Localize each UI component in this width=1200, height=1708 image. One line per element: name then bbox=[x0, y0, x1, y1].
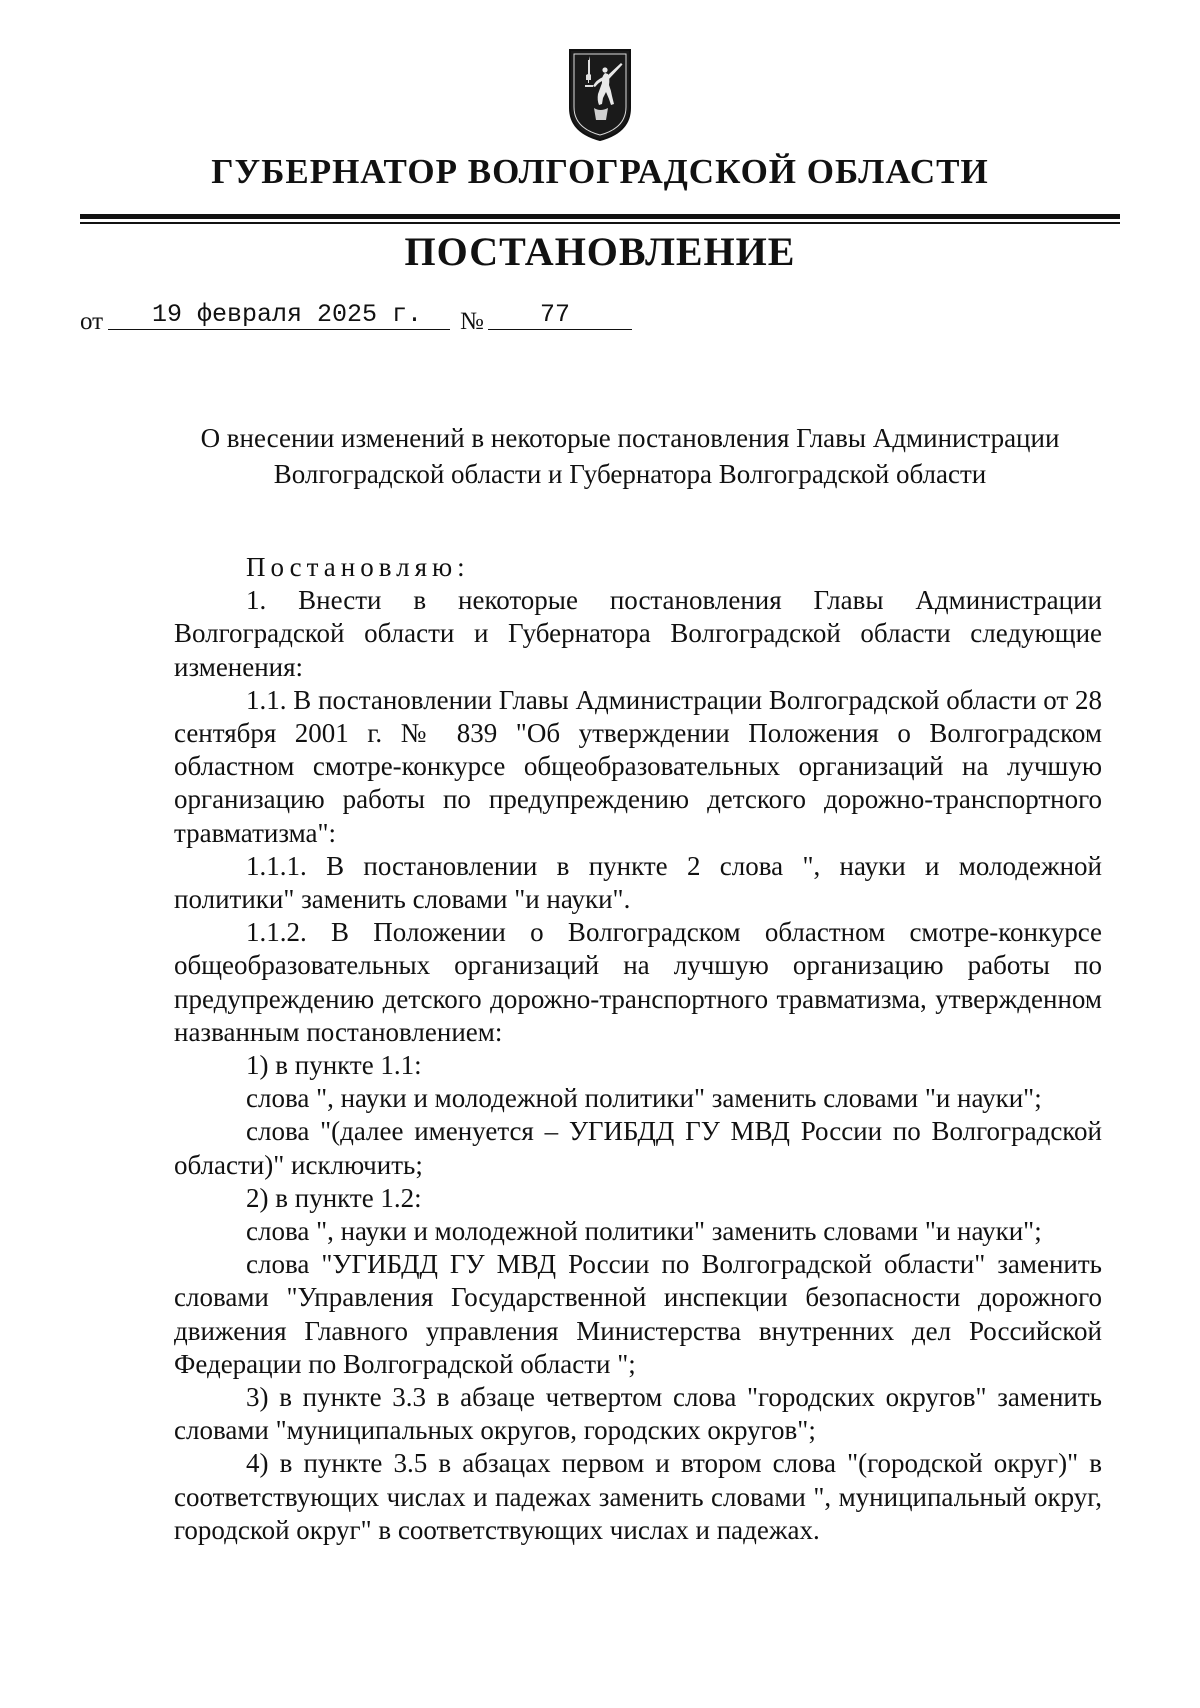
number-prefix: № bbox=[460, 308, 484, 335]
body-paragraph: 1.1.2. В Положении о Волгоградском областном смотре-конкурсе общеобразовательных организаций на лучшую организацию работы по предупреждению детского дорожно-транспортного травматизма, утвержденном названным постановлением: bbox=[174, 917, 1102, 1047]
body-paragraph: 1.1.1. В постановлении в пункте 2 слова ", науки и молодежной политики" заменить словами "и науки". bbox=[174, 850, 1102, 915]
date-prefix: от bbox=[80, 308, 104, 335]
document-body bbox=[174, 551, 1102, 1547]
body-paragraph: слова ", науки и молодежной политики" заменить словами "и науки"; bbox=[246, 1216, 1042, 1247]
body-paragraph: 3) в пункте 3.3 в абзаце четвертом слова "городских округов" заменить словами "муниципальных округов, городских округов"; bbox=[174, 1382, 1102, 1446]
title-line-2: Волгоградской области и Губернатора Волгоградской области bbox=[273, 459, 987, 489]
body-paragraph: слова "(далее именуется – УГИБДД ГУ МВД России по Волгоградской области)" исключить; bbox=[174, 1116, 1102, 1180]
body-paragraph: 1.1. В постановлении Главы Администрации Волгоградской области от 28 сентября 2001 г. № 839 "Об утверждении Положения о Волгоградском областном смотре-конкурсе общеобразовательных организаций на лучшую организацию работы по предупреждению детского дорожно-транспортного травматизма": bbox=[174, 684, 1102, 848]
body-paragraph: 1) в пункте 1.1: bbox=[246, 1050, 422, 1081]
issuer-title: ГУБЕРНАТОР ВОЛГОГРАДСКОЙ ОБЛАСТИ bbox=[211, 152, 989, 191]
document-type: ПОСТАНОВЛЕНИЕ bbox=[404, 229, 796, 274]
date-field: 19 февраля 2025 г. bbox=[108, 300, 450, 330]
body-paragraph: 4) в пункте 3.5 в абзацах первом и втором слова "(городской округ)" в соответствующих числах и падежах заменить словами ", муниципальный округ, городской округ" в соответствующих числах и падежах. bbox=[174, 1448, 1102, 1545]
title-line-1: О внесении изменений в некоторые постановления Главы Администрации bbox=[200, 423, 1060, 453]
body-paragraph: Постановляю: bbox=[246, 552, 470, 582]
body-paragraph: 2) в пункте 1.2: bbox=[246, 1182, 422, 1213]
body-paragraph: слова "УГИБДД ГУ МВД России по Волгоградской области" заменить словами "Управления Государственной инспекции безопасности дорожного движения Главного управления Министерства внутренних дел Российской Федерации по Волгоградской области "; bbox=[174, 1249, 1102, 1379]
header-rule-thin bbox=[80, 222, 1120, 224]
body-paragraph: слова ", науки и молодежной политики" заменить словами "и науки"; bbox=[246, 1083, 1042, 1114]
header-rule-thick bbox=[80, 214, 1120, 219]
body-paragraph: 1. Внести в некоторые постановления Главы Администрации Волгоградской области и Губернатора Волгоградской области следующие изменения: bbox=[174, 585, 1102, 682]
volgograd-coat-of-arms-icon bbox=[566, 46, 634, 142]
number-field: 77 bbox=[488, 300, 632, 330]
document-title bbox=[150, 420, 1110, 492]
